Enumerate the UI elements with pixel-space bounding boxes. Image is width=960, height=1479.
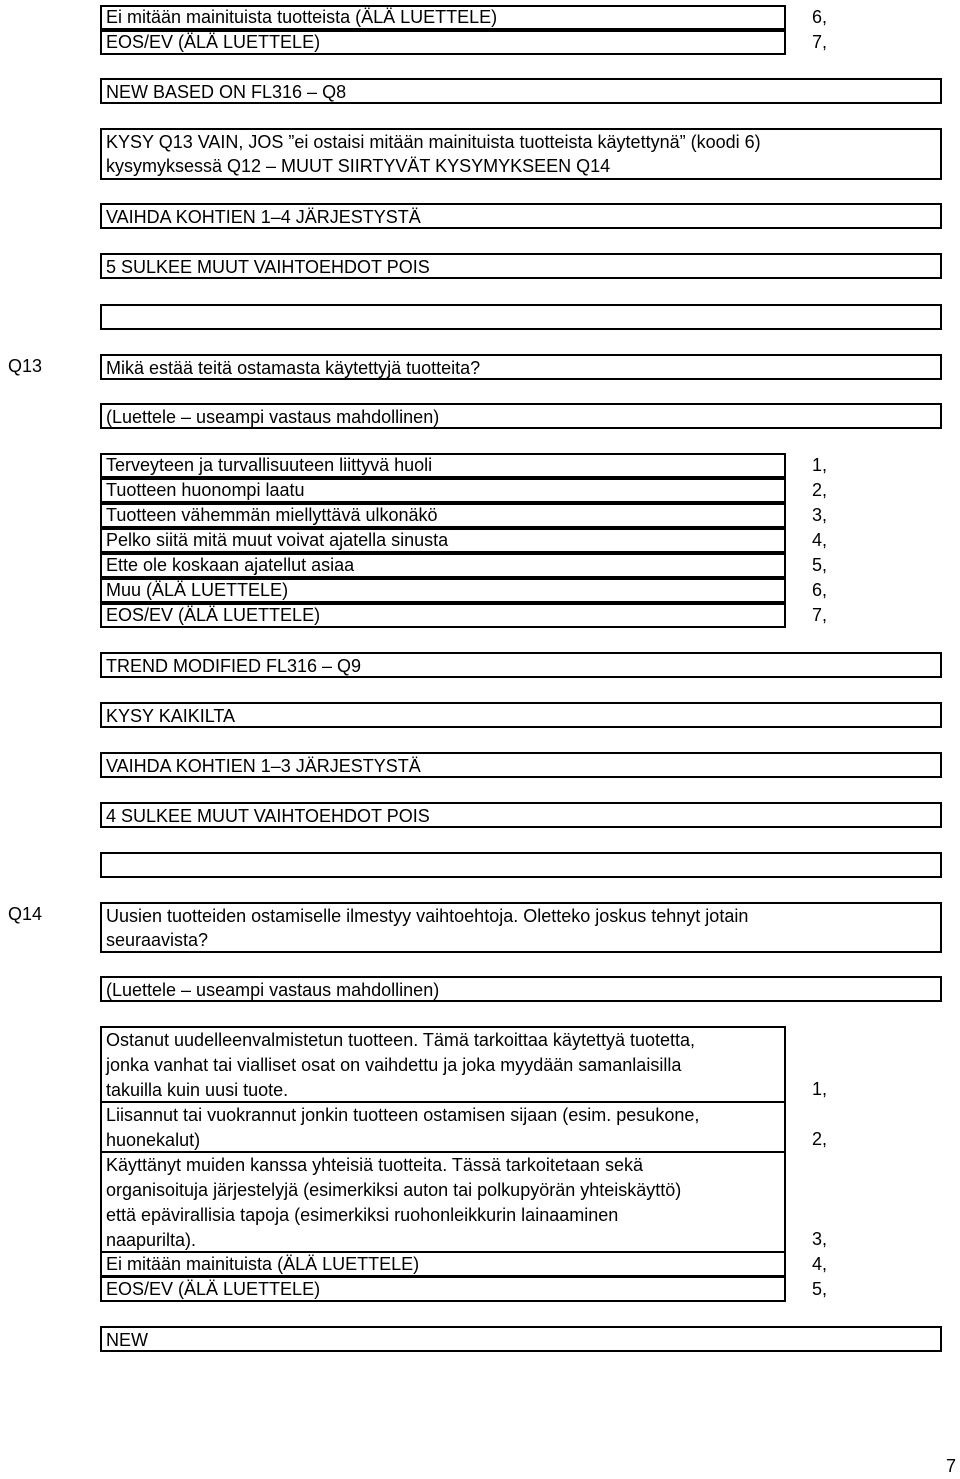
answer-option: Pelko siitä mitä muut voivat ajatella sinusta xyxy=(100,528,786,553)
option-code: 7, xyxy=(812,32,828,52)
option-code: 6, xyxy=(812,7,828,27)
option-line: Liisannut tai vuokrannut jonkin tuotteen ostamisen sijaan (esim. pesukone, xyxy=(106,1105,700,1125)
option-code: 4, xyxy=(812,530,828,550)
option-code: 5, xyxy=(812,1279,828,1299)
answer-option-remanufactured xyxy=(100,1026,786,1103)
answer-option: Ette ole koskaan ajatellut asiaa xyxy=(100,553,786,578)
answer-option-shared xyxy=(100,1151,786,1253)
note-box: 4 SULKEE MUUT VAIHTOEHDOT POIS xyxy=(100,802,942,828)
note-box: VAIHDA KOHTIEN 1–3 JÄRJESTYSTÄ xyxy=(100,752,942,778)
option-code: 2, xyxy=(812,1129,828,1149)
option-none-mentioned: Ei mitään mainituista tuotteista (ÄLÄ LUETTELE) xyxy=(100,5,786,30)
option-code: 2, xyxy=(812,480,828,500)
empty-note-box xyxy=(100,304,942,330)
option-line: että epävirallisia tapoja (esimerkiksi ruohonleikkurin lainaaminen xyxy=(106,1205,619,1225)
question-line: Uusien tuotteiden ostamiselle ilmestyy vaihtoehtoja. Oletteko joskus tehnyt jotain xyxy=(106,906,749,926)
answer-option: Tuotteen huonompi laatu xyxy=(100,478,786,503)
instruction-text: (Luettele – useampi vastaus mahdollinen) xyxy=(100,976,942,1002)
instruction-text: (Luettele – useampi vastaus mahdollinen) xyxy=(100,403,942,429)
answer-option: EOS/EV (ÄLÄ LUETTELE) xyxy=(100,1276,786,1302)
option-line: organisoituja järjestelyjä (esimerkiksi auton tai polkupyörän yhteiskäyttö) xyxy=(106,1180,682,1200)
note-box: NEW BASED ON FL316 – Q8 xyxy=(100,78,942,104)
answer-option: Muu (ÄLÄ LUETTELE) xyxy=(100,578,786,603)
question-text: Mikä estää teitä ostamasta käytettyjä tuotteita? xyxy=(100,354,942,380)
answer-option: Terveyteen ja turvallisuuteen liittyvä huoli xyxy=(100,453,786,478)
note-box: KYSY KAIKILTA xyxy=(100,702,942,728)
option-line: jonka vanhat tai vialliset osat on vaihdettu ja joka myydään samanlaisilla xyxy=(106,1055,682,1075)
question-text xyxy=(100,902,942,953)
option-code: 5, xyxy=(812,555,828,575)
option-line: naapurilta). xyxy=(106,1230,197,1250)
option-line: huonekalut) xyxy=(106,1130,201,1150)
answer-option-leased xyxy=(100,1101,786,1153)
option-code: 1, xyxy=(812,455,828,475)
question-id: Q14 xyxy=(8,904,43,924)
note-box-filter xyxy=(100,128,942,180)
option-line: Ostanut uudelleenvalmistetun tuotteen. Tämä tarkoittaa käytettyä tuotetta, xyxy=(106,1030,696,1050)
question-id: Q13 xyxy=(8,356,43,376)
option-line: Käyttänyt muiden kanssa yhteisiä tuotteita. Tässä tarkoitetaan sekä xyxy=(106,1155,643,1175)
note-box: NEW xyxy=(100,1326,942,1352)
option-code: 6, xyxy=(812,580,828,600)
option-eos-ev: EOS/EV (ÄLÄ LUETTELE) xyxy=(100,30,786,55)
option-line: takuilla kuin uusi tuote. xyxy=(106,1080,289,1100)
question-line: seuraavista? xyxy=(106,930,209,950)
note-box: TREND MODIFIED FL316 – Q9 xyxy=(100,652,942,678)
answer-option: Tuotteen vähemmän miellyttävä ulkonäkö xyxy=(100,503,786,528)
option-code: 7, xyxy=(812,605,828,625)
option-code: 1, xyxy=(812,1079,828,1099)
page-number: 7 xyxy=(946,1456,957,1476)
option-code: 4, xyxy=(812,1254,828,1274)
option-code: 3, xyxy=(812,505,828,525)
option-code: 3, xyxy=(812,1229,828,1249)
answer-option: Ei mitään mainituista (ÄLÄ LUETTELE) xyxy=(100,1251,786,1277)
empty-note-box xyxy=(100,852,942,878)
note-line: kysymyksessä Q12 – MUUT SIIRTYVÄT KYSYMYKSEEN Q14 xyxy=(106,156,611,176)
note-box: 5 SULKEE MUUT VAIHTOEHDOT POIS xyxy=(100,253,942,279)
note-box: VAIHDA KOHTIEN 1–4 JÄRJESTYSTÄ xyxy=(100,203,942,229)
answer-option: EOS/EV (ÄLÄ LUETTELE) xyxy=(100,603,786,628)
note-line: KYSY Q13 VAIN, JOS ”ei ostaisi mitään mainituista tuotteista käytettynä” (koodi 6) xyxy=(106,132,761,152)
